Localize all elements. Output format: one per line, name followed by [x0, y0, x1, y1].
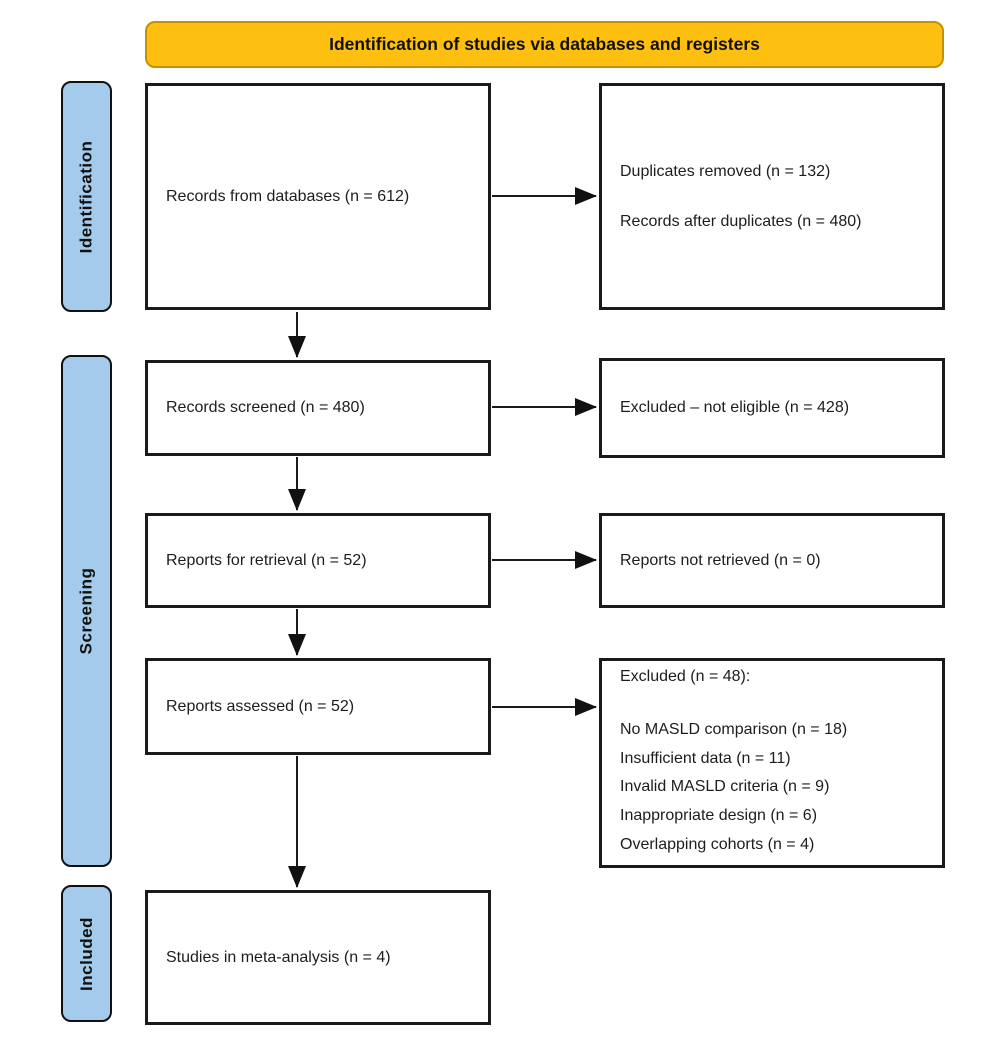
- stage-label-included: [61, 885, 112, 1022]
- duplicates-removed-text: Duplicates removed (n = 132): [620, 162, 831, 180]
- excluded-reason-item: Insufficient data (n = 11): [620, 749, 791, 767]
- stage-label-identification-text: Identification: [76, 140, 96, 253]
- records-after-duplicates-text: Records after duplicates (n = 480): [620, 212, 862, 230]
- box-reports-for-retrieval: [145, 513, 491, 608]
- excluded-reason-item: No MASLD comparison (n = 18): [620, 720, 848, 738]
- box-records-from-databases: [145, 83, 491, 310]
- banner-title: Identification of studies via databases and registers: [329, 34, 760, 54]
- banner: [145, 21, 944, 68]
- excluded-reason-item: Invalid MASLD criteria (n = 9): [620, 778, 830, 796]
- stage-label-identification: [61, 81, 112, 312]
- box-reports-for-retrieval-text: Reports for retrieval (n = 52): [166, 551, 367, 569]
- box-records-screened-text: Records screened (n = 480): [166, 399, 365, 417]
- box-excluded-with-reasons: [599, 658, 945, 868]
- box-excluded-not-eligible-text: Excluded – not eligible (n = 428): [620, 399, 850, 417]
- excluded-reason-item: Overlapping cohorts (n = 4): [620, 836, 815, 853]
- box-studies-in-meta-analysis: [145, 890, 491, 1025]
- box-records-from-databases-text: Records from databases (n = 612): [166, 187, 410, 205]
- excluded-reasons-list: [620, 716, 928, 860]
- stage-label-screening-text: Screening: [76, 567, 96, 655]
- box-excluded-not-eligible: [599, 358, 945, 458]
- box-reports-assessed-text: Reports assessed (n = 52): [166, 697, 355, 715]
- box-duplicates-removed: [599, 83, 945, 310]
- excluded-reasons-heading: Excluded (n = 48):: [620, 668, 751, 686]
- stage-label-included-text: Included: [76, 916, 96, 991]
- box-reports-not-retrieved: [599, 513, 945, 608]
- box-records-screened: [145, 360, 491, 456]
- box-studies-in-meta-analysis-text: Studies in meta-analysis (n = 4): [166, 948, 391, 966]
- stage-label-screening: [61, 355, 112, 867]
- excluded-reason-item: Inappropriate design (n = 6): [620, 807, 818, 825]
- box-reports-assessed: [145, 658, 491, 755]
- box-reports-not-retrieved-text: Reports not retrieved (n = 0): [620, 551, 821, 569]
